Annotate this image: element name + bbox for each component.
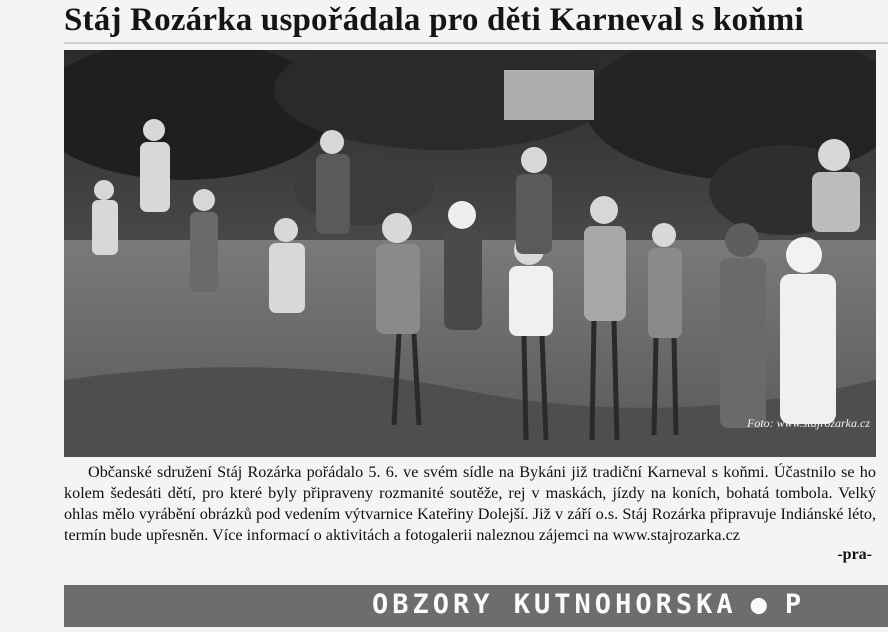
masthead-footer-bar	[64, 585, 888, 627]
photo-scene	[64, 50, 876, 457]
masthead-continuation: P	[784, 589, 806, 620]
article-headline: Stáj Rozárka uspořádala pro děti Karneval s koňmi	[64, 2, 804, 38]
masthead-title: OBZORY KUTNOHORSKA	[372, 589, 737, 620]
headline-rule	[64, 42, 888, 44]
article-paragraph: Občanské sdružení Stáj Rozárka pořádalo 5. 6. ve svém sídle na Bykáni již tradiční Karneval s koňmi. Účastnilo se ho kolem šedesáti dětí, pro které byly připraveny rozmanité soutěže, rej v maskách, jízdy na koních, bohatá tombola. Velký ohlas mělo vyrábění obrázků pod vedením výtvarnice Kateřiny Dolejší. Již v září o.s. Stáj Rozárka připravuje Indiánské léto, termín bude upřesněn. Více informací o aktivitách a fotogalerii naleznou zájemci na www.stajrozarka.cz	[64, 463, 876, 544]
masthead-footer-text	[372, 589, 805, 620]
article-photo	[64, 50, 876, 457]
photo-credit: Foto: www.stajrozarka.cz	[746, 416, 870, 430]
author-signature: -pra-	[837, 546, 872, 563]
masthead-bullet: ●	[750, 589, 771, 620]
article-body	[64, 462, 876, 546]
